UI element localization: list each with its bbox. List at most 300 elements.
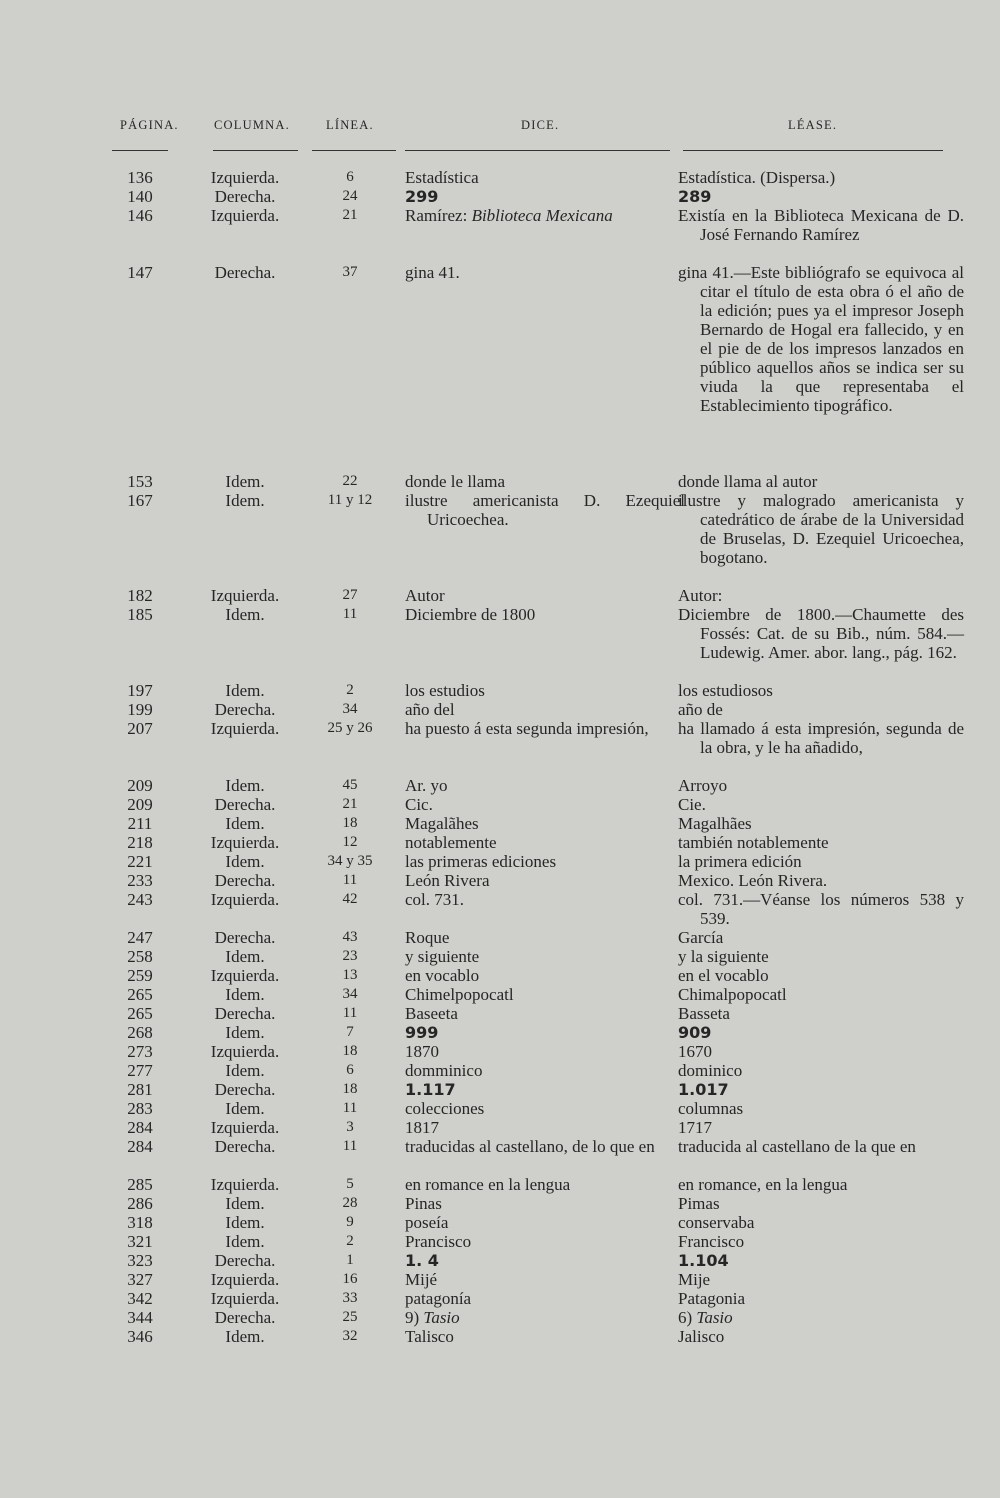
errata-row	[0, 1175, 1000, 1194]
dice-text-text: donde le llama	[405, 472, 506, 491]
page-number-text: 136	[127, 168, 153, 187]
line-number-text: 45	[342, 777, 358, 793]
errata-row	[0, 928, 1000, 947]
lease-text-text: Arroyo	[678, 776, 728, 795]
dice-text-text: Ar. yo	[405, 776, 448, 795]
lease-text	[678, 1308, 942, 1327]
column-side-text: Idem.	[225, 985, 265, 1004]
column-side	[190, 1080, 300, 1099]
page-number	[112, 947, 168, 966]
column-side	[190, 700, 300, 719]
errata-row	[0, 966, 1000, 985]
line-number	[300, 852, 400, 871]
column-side-text: Izquierda.	[210, 966, 280, 985]
line-number-text: 6	[346, 169, 354, 185]
page-number-text: 285	[127, 1175, 153, 1194]
dice-text-italic: Tasio	[423, 1308, 460, 1327]
lease-text-text: año de	[678, 700, 723, 719]
dice-text	[405, 1289, 663, 1308]
column-side	[190, 491, 300, 510]
column-side-text: Izquierda.	[210, 719, 280, 738]
dice-text-text: Pinas	[405, 1194, 442, 1213]
page-number-text: 197	[127, 681, 153, 700]
column-side-text: Izquierda.	[210, 586, 280, 605]
page-number-text: 182	[127, 586, 153, 605]
line-number	[300, 966, 400, 985]
dice-text-text: domminico	[405, 1061, 483, 1080]
dice-text-text: 1.117	[405, 1080, 456, 1099]
dice-text	[405, 263, 685, 282]
page-number	[112, 1251, 168, 1270]
line-number-text: 27	[342, 587, 358, 603]
page-number	[112, 1327, 168, 1346]
lease-text	[678, 1023, 942, 1042]
line-number	[300, 700, 400, 719]
dice-text-text: 999	[405, 1023, 439, 1042]
line-number-text: 34	[342, 701, 358, 717]
page-number	[112, 1080, 168, 1099]
line-number	[300, 833, 400, 852]
column-side-text: Derecha.	[214, 1308, 276, 1327]
column-side	[190, 187, 300, 206]
column-side-text: Derecha.	[214, 1251, 276, 1270]
lease-text-text: Patagonia	[678, 1289, 746, 1308]
lease-text-text: Francisco	[678, 1232, 745, 1251]
page-number-text: 283	[127, 1099, 153, 1118]
lease-text-text: también notablemente	[678, 833, 829, 852]
lease-text-text: Estadística. (Dispersa.)	[678, 168, 836, 187]
line-number	[300, 1194, 400, 1213]
line-number	[300, 1004, 400, 1023]
column-side	[190, 1232, 300, 1251]
lease-text-text: Magalhães	[678, 814, 752, 833]
column-side	[190, 1194, 300, 1213]
dice-text-text: las primeras ediciones	[405, 852, 557, 871]
page-number-text: 207	[127, 719, 153, 738]
dice-text	[405, 985, 663, 1004]
lease-text-text: García	[678, 928, 724, 947]
lease-text	[678, 263, 964, 415]
column-side	[190, 605, 300, 624]
line-number-text: 9	[346, 1214, 354, 1230]
lease-text	[678, 1232, 942, 1251]
column-side-text: Derecha.	[214, 1004, 276, 1023]
line-number-text: 25 y 26	[327, 720, 373, 736]
column-side-text: Idem.	[225, 1194, 265, 1213]
errata-row	[0, 1099, 1000, 1118]
header-rule	[683, 150, 943, 151]
page-number	[112, 586, 168, 605]
column-side	[190, 1042, 300, 1061]
lease-text	[678, 605, 964, 662]
column-side	[190, 1137, 300, 1156]
lease-text	[678, 1042, 942, 1061]
page-number-text: 218	[127, 833, 153, 852]
errata-row	[0, 814, 1000, 833]
column-side-text: Idem.	[225, 605, 265, 624]
errata-row	[0, 1327, 1000, 1346]
errata-row	[0, 187, 1000, 206]
lease-text-text: col. 731.—Véanse los números 538 y 539.	[678, 890, 964, 928]
page-number-text: 211	[127, 814, 153, 833]
column-side-text: Idem.	[225, 1099, 265, 1118]
lease-text-text: los estudiosos	[678, 681, 773, 700]
page-number	[112, 1175, 168, 1194]
lease-text	[678, 1289, 942, 1308]
errata-row	[0, 263, 1000, 472]
dice-text	[405, 1137, 685, 1156]
lease-text-text: Diciembre de 1800.—Chaumette des Fossés: Cat. de su Bib., núm. 584.—Ludewig. Amer. abor. lang., pág. 162.	[678, 605, 964, 662]
line-number-text: 32	[342, 1328, 358, 1344]
column-side	[190, 1118, 300, 1137]
line-number-text: 42	[342, 891, 358, 907]
errata-row	[0, 1270, 1000, 1289]
line-number	[300, 1061, 400, 1080]
lease-text-text: 909	[678, 1023, 712, 1042]
dice-text-text: patagonía	[405, 1289, 472, 1308]
page-number	[112, 700, 168, 719]
page-number	[112, 206, 168, 225]
line-number	[300, 890, 400, 909]
dice-text-text: Cic.	[405, 795, 433, 814]
line-number-text: 21	[342, 207, 358, 223]
dice-text	[405, 1213, 663, 1232]
page-number	[112, 168, 168, 187]
dice-text-text: Mijé	[405, 1270, 438, 1289]
page-number	[112, 491, 168, 510]
line-number-text: 37	[342, 264, 358, 280]
dice-text	[405, 1118, 663, 1137]
page-number-text: 268	[127, 1023, 153, 1042]
page-number-text: 284	[127, 1137, 153, 1156]
line-number	[300, 1327, 400, 1346]
header-rule	[312, 150, 396, 151]
column-side	[190, 985, 300, 1004]
page-number-text: 258	[127, 947, 153, 966]
line-number-text: 11	[342, 872, 358, 888]
lease-text	[678, 776, 942, 795]
line-number	[300, 947, 400, 966]
line-number	[300, 605, 400, 624]
errata-row	[0, 985, 1000, 1004]
page-number	[112, 1099, 168, 1118]
column-side-text: Derecha.	[214, 187, 276, 206]
dice-text-text: ilustre americanista D. Ezequiel Uricoechea.	[405, 491, 685, 529]
dice-text-text: 1817	[405, 1118, 439, 1137]
lease-text-text: 289	[678, 187, 712, 206]
dice-text	[405, 1194, 663, 1213]
page-number-text: 209	[127, 795, 153, 814]
page-number-text: 265	[127, 1004, 153, 1023]
line-number-text: 12	[342, 834, 358, 850]
line-number-text: 24	[342, 188, 358, 204]
lease-text	[678, 1270, 942, 1289]
header-lease: LÉASE.	[788, 118, 838, 132]
column-side	[190, 681, 300, 700]
line-number	[300, 1080, 400, 1099]
column-side	[190, 586, 300, 605]
errata-row	[0, 1042, 1000, 1061]
page-number-text: 323	[127, 1251, 153, 1270]
dice-text-italic: Biblioteca Mexicana	[471, 206, 613, 225]
lease-text-text: Pimas	[678, 1194, 720, 1213]
line-number	[300, 1270, 400, 1289]
errata-row	[0, 852, 1000, 871]
line-number	[300, 985, 400, 1004]
errata-row	[0, 472, 1000, 491]
errata-row	[0, 1061, 1000, 1080]
line-number	[300, 795, 400, 814]
column-side-text: Izquierda.	[210, 833, 280, 852]
dice-text-text: año del	[405, 700, 455, 719]
dice-text	[405, 776, 663, 795]
page-number	[112, 605, 168, 624]
line-number-text: 18	[342, 1043, 358, 1059]
page-number	[112, 1270, 168, 1289]
line-number-text: 11	[342, 1005, 358, 1021]
page-number-text: 233	[127, 871, 153, 890]
dice-text	[405, 1175, 663, 1194]
lease-text-text: ha llamado á esta impresión, segunda de la obra, y le ha añadido,	[678, 719, 964, 757]
column-side-text: Derecha.	[214, 1080, 276, 1099]
dice-text-text: y siguiente	[405, 947, 480, 966]
column-side	[190, 814, 300, 833]
dice-text-text: poseía	[405, 1213, 449, 1232]
line-number	[300, 1251, 400, 1270]
dice-text-text: Prancisco	[405, 1232, 472, 1251]
column-side	[190, 890, 300, 909]
line-number-text: 21	[342, 796, 358, 812]
lease-text-text: ilustre y malogrado americanista y catedrático de árabe de la Universidad de Bruselas, D. Ezequiel Uricoechea, bogotano.	[678, 491, 964, 567]
page-number	[112, 928, 168, 947]
column-side-text: Idem.	[225, 814, 265, 833]
page-number-text: 199	[127, 700, 153, 719]
dice-text-text: los estudios	[405, 681, 485, 700]
page-number-text: 284	[127, 1118, 153, 1137]
column-side	[190, 1270, 300, 1289]
lease-text	[678, 1194, 942, 1213]
page-number-text: 281	[127, 1080, 153, 1099]
lease-text-text: Autor:	[678, 586, 723, 605]
lease-text	[678, 1327, 942, 1346]
page-number	[112, 852, 168, 871]
page-number	[112, 871, 168, 890]
page-number	[112, 890, 168, 909]
dice-text-text: Talisco	[405, 1327, 454, 1346]
lease-text-text: columnas	[678, 1099, 744, 1118]
line-number-text: 2	[346, 682, 354, 698]
page-number	[112, 814, 168, 833]
line-number	[300, 491, 400, 510]
column-side-text: Idem.	[225, 491, 265, 510]
lease-text-text: gina 41.—Este bibliógrafo se equivoca al citar el título de esta obra ó el año de la edición; pues ya el impresor Joseph Bernardo de Hogal era fallecido, y en el pie de de los impresos lanzados en público aquellos años se indica ser su viuda la que representaba el Establecimiento tipográfico.	[678, 263, 964, 415]
errata-row	[0, 700, 1000, 719]
errata-row	[0, 719, 1000, 776]
dice-text-text: Magalãhes	[405, 814, 479, 833]
page-number-text: 147	[127, 263, 153, 282]
lease-text	[678, 1099, 942, 1118]
line-number-text: 25	[342, 1309, 358, 1325]
dice-text	[405, 605, 685, 624]
lease-text-text: donde llama al autor	[678, 472, 818, 491]
page-number-text: 286	[127, 1194, 153, 1213]
column-side	[190, 966, 300, 985]
dice-text	[405, 928, 663, 947]
column-side	[190, 1327, 300, 1346]
lease-text	[678, 852, 942, 871]
dice-text-text: Autor	[405, 586, 445, 605]
line-number-text: 34	[342, 986, 358, 1002]
dice-text-text: colecciones	[405, 1099, 485, 1118]
errata-row	[0, 833, 1000, 852]
dice-text	[405, 852, 663, 871]
dice-text-text: col. 731.	[405, 890, 465, 909]
dice-text-text: 1870	[405, 1042, 439, 1061]
lease-text	[678, 1251, 942, 1270]
errata-row	[0, 947, 1000, 966]
page-number	[112, 776, 168, 795]
lease-text-text: 1.104	[678, 1251, 729, 1270]
line-number-text: 13	[342, 967, 358, 983]
column-side	[190, 833, 300, 852]
lease-text-text: conservaba	[678, 1213, 755, 1232]
line-number	[300, 1137, 400, 1156]
dice-text-text: en romance en la lengua	[405, 1175, 571, 1194]
column-side-text: Derecha.	[214, 928, 276, 947]
page-number	[112, 795, 168, 814]
dice-text	[405, 700, 663, 719]
column-side	[190, 263, 300, 282]
page-number-text: 209	[127, 776, 153, 795]
lease-text-text: en romance, en la lengua	[678, 1175, 848, 1194]
dice-text	[405, 1099, 663, 1118]
page-number	[112, 681, 168, 700]
lease-text	[678, 719, 964, 757]
lease-text-text: 1717	[678, 1118, 712, 1137]
lease-text	[678, 833, 942, 852]
column-side	[190, 1023, 300, 1042]
column-side-text: Derecha.	[214, 871, 276, 890]
page-number	[112, 719, 168, 738]
errata-row	[0, 1004, 1000, 1023]
page-number	[112, 1023, 168, 1042]
column-side	[190, 1175, 300, 1194]
line-number-text: 11	[342, 1100, 358, 1116]
dice-text-text: Ramírez:	[405, 206, 472, 225]
line-number	[300, 1175, 400, 1194]
lease-text-text: 1.017	[678, 1080, 729, 1099]
header-columna: COLUMNA.	[214, 118, 290, 132]
column-side	[190, 947, 300, 966]
dice-text	[405, 168, 663, 187]
dice-text-text: notablemente	[405, 833, 497, 852]
page-number	[112, 1042, 168, 1061]
lease-text-text: 1670	[678, 1042, 712, 1061]
lease-text	[678, 168, 942, 187]
lease-text	[678, 985, 942, 1004]
column-side	[190, 871, 300, 890]
line-number-text: 1	[346, 1252, 354, 1268]
column-side	[190, 472, 300, 491]
column-side-text: Idem.	[225, 776, 265, 795]
page-number	[112, 833, 168, 852]
line-number-text: 6	[346, 1062, 354, 1078]
line-number	[300, 586, 400, 605]
dice-text-text: ha puesto á esta segunda impresión,	[405, 719, 649, 738]
page-number-text: 247	[127, 928, 153, 947]
line-number	[300, 1308, 400, 1327]
lease-text	[678, 700, 942, 719]
dice-text	[405, 814, 663, 833]
lease-text	[678, 890, 964, 928]
lease-text-text: la primera edición	[678, 852, 802, 871]
lease-text-text: y la siguiente	[678, 947, 769, 966]
lease-text	[678, 814, 942, 833]
header-rule	[213, 150, 298, 151]
line-number-text: 11	[342, 606, 358, 622]
line-number	[300, 1042, 400, 1061]
column-side-text: Izquierda.	[210, 1270, 280, 1289]
line-number-text: 7	[346, 1024, 354, 1040]
dice-text	[405, 795, 663, 814]
line-number-text: 43	[342, 929, 358, 945]
lease-text	[678, 1118, 942, 1137]
line-number	[300, 1213, 400, 1232]
dice-text-text: 9)	[405, 1308, 424, 1327]
lease-text	[678, 206, 964, 244]
errata-row	[0, 776, 1000, 795]
column-side	[190, 928, 300, 947]
errata-row	[0, 871, 1000, 890]
errata-row	[0, 1118, 1000, 1137]
lease-text-text: Existía en la Biblioteca Mexicana de D. José Fernando Ramírez	[678, 206, 964, 244]
page-number	[112, 1308, 168, 1327]
column-side-text: Derecha.	[214, 795, 276, 814]
line-number-text: 16	[342, 1271, 358, 1287]
header-pagina: PÁGINA.	[120, 118, 179, 132]
errata-row	[0, 605, 1000, 681]
dice-text-text: León Rivera	[405, 871, 490, 890]
page-number	[112, 1213, 168, 1232]
dice-text	[405, 890, 685, 909]
dice-text-text: gina 41.	[405, 263, 460, 282]
errata-table	[0, 168, 1000, 1346]
dice-text	[405, 1080, 663, 1099]
page-number	[112, 1137, 168, 1156]
page-number	[112, 187, 168, 206]
lease-text	[678, 871, 942, 890]
column-side-text: Idem.	[225, 681, 265, 700]
page-number-text: 265	[127, 985, 153, 1004]
column-side-text: Derecha.	[214, 1137, 276, 1156]
dice-text-text: 1. 4	[405, 1251, 439, 1270]
column-side	[190, 795, 300, 814]
page-number	[112, 985, 168, 1004]
dice-text	[405, 947, 663, 966]
page-number	[112, 1289, 168, 1308]
errata-row	[0, 890, 1000, 928]
column-side-text: Izquierda.	[210, 168, 280, 187]
line-number-text: 34 y 35	[327, 853, 373, 869]
lease-text	[678, 472, 942, 491]
dice-text	[405, 1251, 663, 1270]
dice-text	[405, 472, 663, 491]
line-number-text: 11 y 12	[327, 492, 373, 508]
lease-text-text: Jalisco	[678, 1327, 725, 1346]
errata-row	[0, 1137, 1000, 1175]
page-number-text: 146	[127, 206, 153, 225]
dice-text	[405, 1061, 663, 1080]
